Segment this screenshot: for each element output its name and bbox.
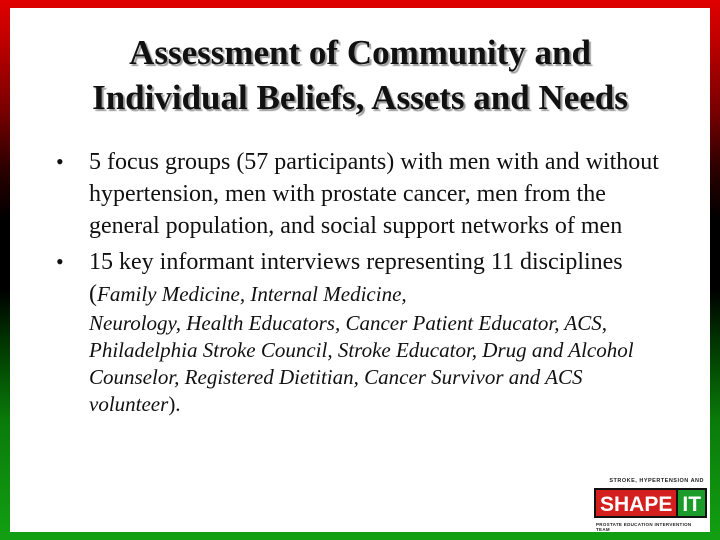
bullet-italic-rest: Neurology, Health Educators, Cancer Patient Educator, ACS, Philadelphia Stroke Council, Stroke Educator, Drug and Alcohol Counselor, Registered Dietitian, Cancer Survivor and ACS volunteer bbox=[89, 311, 634, 416]
bullet-dot: • bbox=[56, 149, 64, 174]
bullet-text-lead bbox=[89, 246, 676, 310]
bullet-text: 5 focus groups (57 participants) with men with and without hypertension, men with prostate cancer, men from the general population, and social support networks of men bbox=[89, 149, 659, 239]
bullet-lead-text: 15 key informant interviews representing 11 disciplines ( bbox=[89, 249, 623, 307]
title-line-1: Assessment of Community and bbox=[129, 33, 591, 72]
logo-word-shape: SHAPE bbox=[594, 488, 678, 518]
bullet-item-focus-groups bbox=[56, 146, 676, 242]
bullet-dot: • bbox=[56, 249, 64, 274]
slide-title bbox=[10, 30, 710, 120]
bullet-close: ). bbox=[168, 392, 181, 416]
bullet-italic-start: Family Medicine, Internal Medicine, bbox=[97, 282, 407, 306]
slide-panel bbox=[10, 8, 710, 532]
logo-word-it: IT bbox=[678, 488, 707, 518]
logo-wordmark bbox=[594, 488, 707, 518]
bullet-item-key-informants bbox=[56, 246, 676, 418]
shape-it-logo bbox=[588, 478, 704, 534]
logo-top-text: STROKE, HYPERTENSION AND bbox=[609, 478, 704, 484]
bullet-list bbox=[56, 146, 676, 422]
bullet-text-rest bbox=[89, 310, 676, 418]
title-line-2: Individual Beliefs, Assets and Needs bbox=[92, 78, 628, 117]
logo-bottom-text: PROSTATE EDUCATION INTERVENTION TEAM bbox=[596, 522, 692, 532]
